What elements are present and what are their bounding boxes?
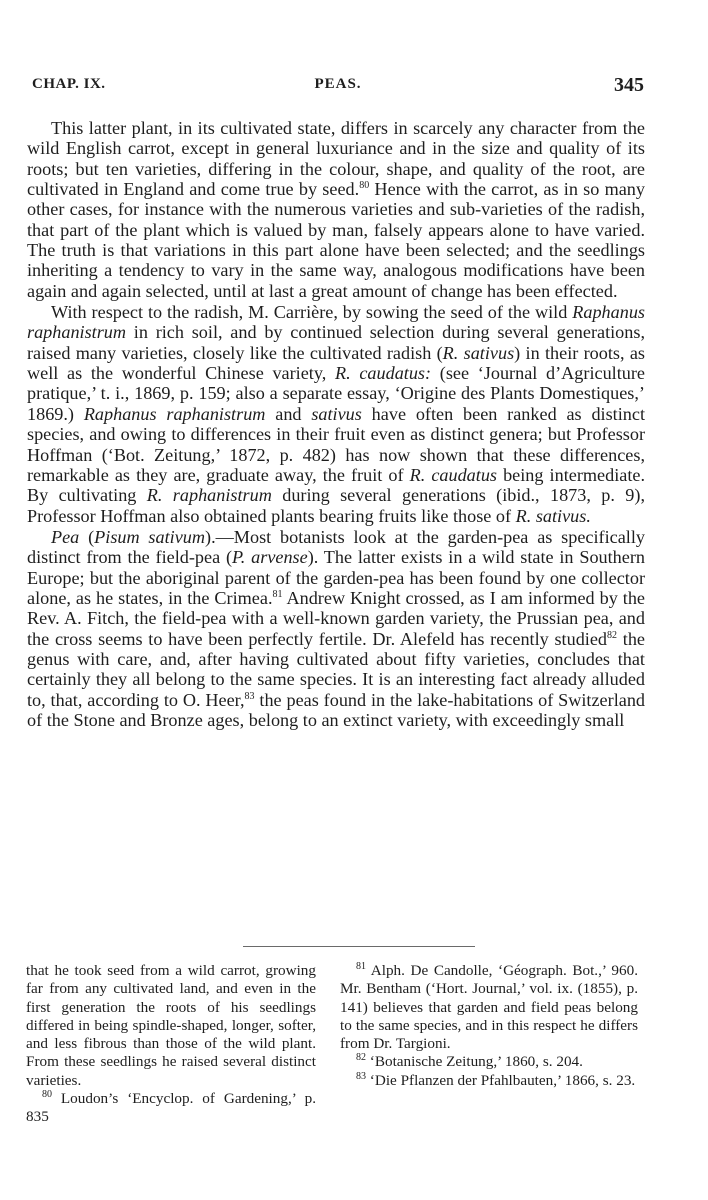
footnotes-right-column — [340, 962, 638, 1090]
footnote-ref-83: 83 — [244, 690, 255, 702]
footnote-mark: 83 — [356, 1070, 366, 1082]
species-name: R. sativus. — [515, 505, 591, 526]
species-name: R. caudatus — [409, 464, 498, 485]
footnote-continuation: that he took seed from a wild carrot, growing far from any cultivated land, and even in the first generation the roots of his seedlings differed in being spindle-shaped, longer, softer, and less fibrous than those of the wild plant. From these seedlings he raised several distinct varieties. — [26, 962, 316, 1089]
species-name: R. raphanistrum — [146, 485, 272, 506]
page-number: 345 — [614, 74, 644, 96]
main-text — [27, 118, 645, 730]
paragraph-radish: With respect to the radish, M. Carrière, by sowing the seed of the wild Raphanus raphanistrum in rich soil, and by continued selection during several generations, raised many varieties, closely like the cultivated radish (R. sativus) in their roots, as well as the wonderful Chinese variety, R. caudatus: (see ‘Journal d’Agriculture pratique,’ t. i., 1869, p. 159; also a separate essay, ‘Origine des Plants Domestiques,’ 1869.) Raphanus raphanistrum and sativus have often been ranked as distinct species, and owing to differences in their fruit even as distinct genera; but Professor Hoffman (‘Bot. Zeitung,’ 1872, p. 482) has now shown that these differences, remarkable as they are, graduate away, the fruit of R. caudatus being intermediate. By cultivating R. raphanistrum during several generations (ibid., 1873, p. 9), Professor Hoffman also obtained plants bearing fruits like those of R. sativus. — [27, 302, 646, 526]
footnote-ref-82: 82 — [607, 629, 618, 641]
footnote-83: $^{83}$ ‘Die Pflanzen der Pfahlbauten,’ 1866, s. 23. — [356, 1070, 636, 1089]
footnote-divider — [243, 946, 475, 947]
species-name: Raphanus raphanistrum — [27, 302, 645, 343]
species-name: sativus — [311, 403, 362, 424]
footnote-ref-80: 80 — [359, 179, 370, 191]
footnotes-left-column — [26, 962, 316, 1127]
footnote-mark: 81 — [356, 960, 366, 972]
section-lead: Pea — [51, 526, 80, 547]
footnote-mark: 82 — [356, 1052, 366, 1064]
species-name: P. arvense — [232, 547, 308, 568]
running-header — [32, 74, 644, 104]
species-name: Raphanus raphanistrum — [83, 403, 266, 424]
footnote-81: $^{81}$ Alph. De Candolle, ‘Géograph. Bot.,’ 960. Mr. Bentham (‘Hort. Journal,’ vol. ix. (1855), p. 141) believes that garden and field peas belong to the same species, and in this respect he differs from Dr. Targioni. — [340, 960, 638, 1053]
running-title: PEAS. — [314, 76, 362, 92]
paragraph-carrot: This latter plant, in its cultivated state, differs in scarcely any character from the wild English carrot, except in general luxuriance and in the size and quality of its roots; but ten varieties, differing in the colour, shape, and quality of the root, are cultivated in England and come true by seed.$^{80}$ Hence with the carrot, as in so many other cases, for instance with the numerous varieties and sub-varieties of the radish, that part of the plant which is valued by man, falsely appears alone to have varied. The truth is that variations in this part alone have been selected; and the seedlings inheriting a tendency to vary in the same way, analogous modifications have been again and again selected, until at last a great amount of change has been effected. — [27, 118, 645, 301]
species-name: Pisum sativum — [94, 526, 206, 547]
footnote-ref-81: 81 — [272, 588, 283, 600]
species-name: R. sativus — [442, 342, 515, 363]
chapter-label: CHAP. IX. — [32, 76, 106, 92]
species-name: R. caudatus: — [335, 363, 432, 384]
paragraph-pea: Pea (Pisum sativum).—Most botanists look at the garden-pea as specifically distinct from the field-pea (P. arvense). The latter exists in a wild state in Southern Europe; but the aboriginal parent of the garden-pea has been found by one collector alone, as he states, in the Crimea.$^{81}$ Andrew Knight crossed, as I am informed by the Rev. A. Fitch, the field-pea with a well-known garden variety, the Prussian pea, and the cross seems to have been perfectly fertile. Dr. Alefeld has recently studied$^{82}$ the genus with care, and, after having cultivated about fifty varieties, concludes that certainly they all belong to the same species. It is an interesting fact already alluded to, that, according to O. Heer,$^{83}$ the peas found in the lake-habitations of Switzerland of the Stone and Bronze ages, belong to an extinct variety, with exceedingly small — [27, 526, 646, 730]
footnote-mark: 80 — [42, 1089, 52, 1101]
footnote-80: $^{80}$ Loudon’s ‘Encyclop. of Gardening,’ p. 835 — [26, 1089, 316, 1126]
footnote-82: $^{82}$ ‘Botanische Zeitung,’ 1860, s. 204. — [356, 1052, 583, 1071]
